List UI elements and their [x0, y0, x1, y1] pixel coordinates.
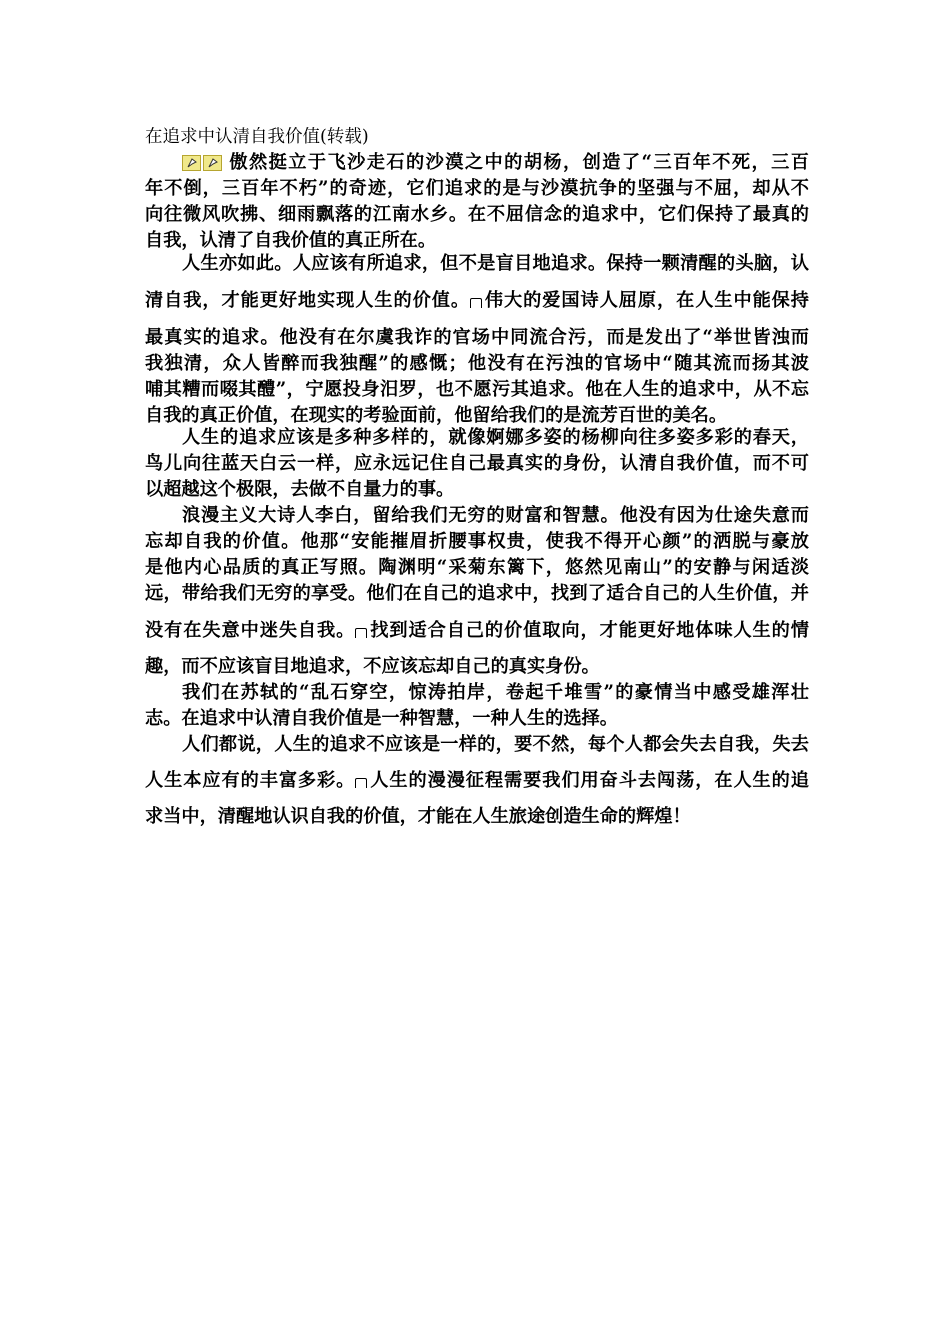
line-text: 人生的漫漫征程需要我们用奋斗去闯荡，在人生的追 — [369, 770, 809, 791]
anchor-icon — [355, 628, 367, 638]
text-line: 自我的真正价值，在现实的考验面前，他留给我们的是流芳百世的美名。 — [145, 405, 728, 426]
line-text: 没有在失意中迷失自我。 — [145, 620, 356, 641]
pin-icon[interactable] — [182, 155, 201, 171]
line-text: 清自我，才能更好地实现人生的价值。 — [145, 290, 470, 311]
pin-icon[interactable] — [203, 155, 222, 171]
anchor-icon — [355, 778, 367, 788]
line-text: 伟大的爱国诗人屈原，在人生中能保持 — [484, 290, 809, 311]
document-title: 在追求中认清自我价值(转载) — [145, 127, 369, 147]
anchor-icon — [470, 298, 482, 308]
text-line: 向往微风吹拂、细雨飘落的江南水乡。在不屈信念的追求中，它们保持了最真的 — [145, 204, 809, 225]
line-text: 找到适合自己的价值取向，才能更好地体味人生的情 — [369, 620, 809, 641]
text-line: 志。在追求中认清自我价值是一种智慧，一种人生的选择。 — [145, 708, 618, 729]
line-text: 人生本应有的丰富多彩。 — [145, 770, 356, 791]
text-line: 是他内心品质的真正写照。陶渊明“采菊东篱下，悠然见南山”的安静与闲适淡 — [145, 557, 809, 578]
text-line: 我独清，众人皆醉而我独醒”的感慨；他没有在污浊的官场中“随其流而扬其波 — [145, 353, 809, 374]
text-line: 趣，而不应该盲目地追求，不应该忘却自己的真实身份。 — [145, 656, 600, 677]
text-line: 自我，认清了自我价值的真正所在。 — [145, 230, 437, 251]
text-line: 人生亦如此。人应该有所追求，但不是盲目地追求。保持一颗清醒的头脑，认 — [182, 253, 809, 274]
text-line: 年不倒，三百年不朽”的奇迹，它们追求的是与沙漠抗争的坚强与不屈，却从不 — [145, 178, 809, 199]
text-line: 哺其糟而啜其醴”，宁愿投身汨罗，也不愿污其追求。他在人生的追求中，从不忘 — [145, 379, 809, 400]
text-line: 人们都说，人生的追求不应该是一样的，要不然，每个人都会失去自我，失去 — [182, 734, 809, 755]
text-line: 浪漫主义大诗人李白，留给我们无穷的财富和智慧。他没有因为仕途失意而 — [182, 505, 809, 526]
text-line: 忘却自我的价值。他那“安能摧眉折腰事权贵，使我不得开心颜”的洒脱与豪放 — [145, 531, 809, 552]
text-line: 人生的追求应该是多种多样的，就像婀娜多姿的杨柳向往多姿多彩的春天， — [182, 427, 809, 448]
text-line: 鸟儿向往蓝天白云一样，应永远记住自己最真实的身份，认清自我价值，而不可 — [145, 453, 809, 474]
line-text: 傲然挺立于飞沙走石的沙漠之中的胡杨，创造了“三百年不死，三百 — [228, 152, 809, 173]
text-line: 我们在苏轼的“乱石穿空，惊涛拍岸，卷起千堆雪”的豪情当中感受雄浑壮 — [182, 682, 809, 703]
text-line: 以超越这个极限，去做不自量力的事。 — [145, 479, 455, 500]
text-line: 最真实的追求。他没有在尔虞我诈的官场中同流合污，而是发出了“举世皆浊而 — [145, 327, 809, 348]
text-line: 求当中，清醒地认识自我的价值，才能在人生旅途创造生命的辉煌！ — [145, 806, 691, 827]
text-line — [145, 288, 809, 314]
text-line — [145, 768, 809, 794]
text-line — [182, 150, 809, 176]
text-line: 远，带给我们无穷的享受。他们在自己的追求中，找到了适合自己的人生价值，并 — [145, 583, 809, 604]
text-line — [145, 618, 809, 644]
